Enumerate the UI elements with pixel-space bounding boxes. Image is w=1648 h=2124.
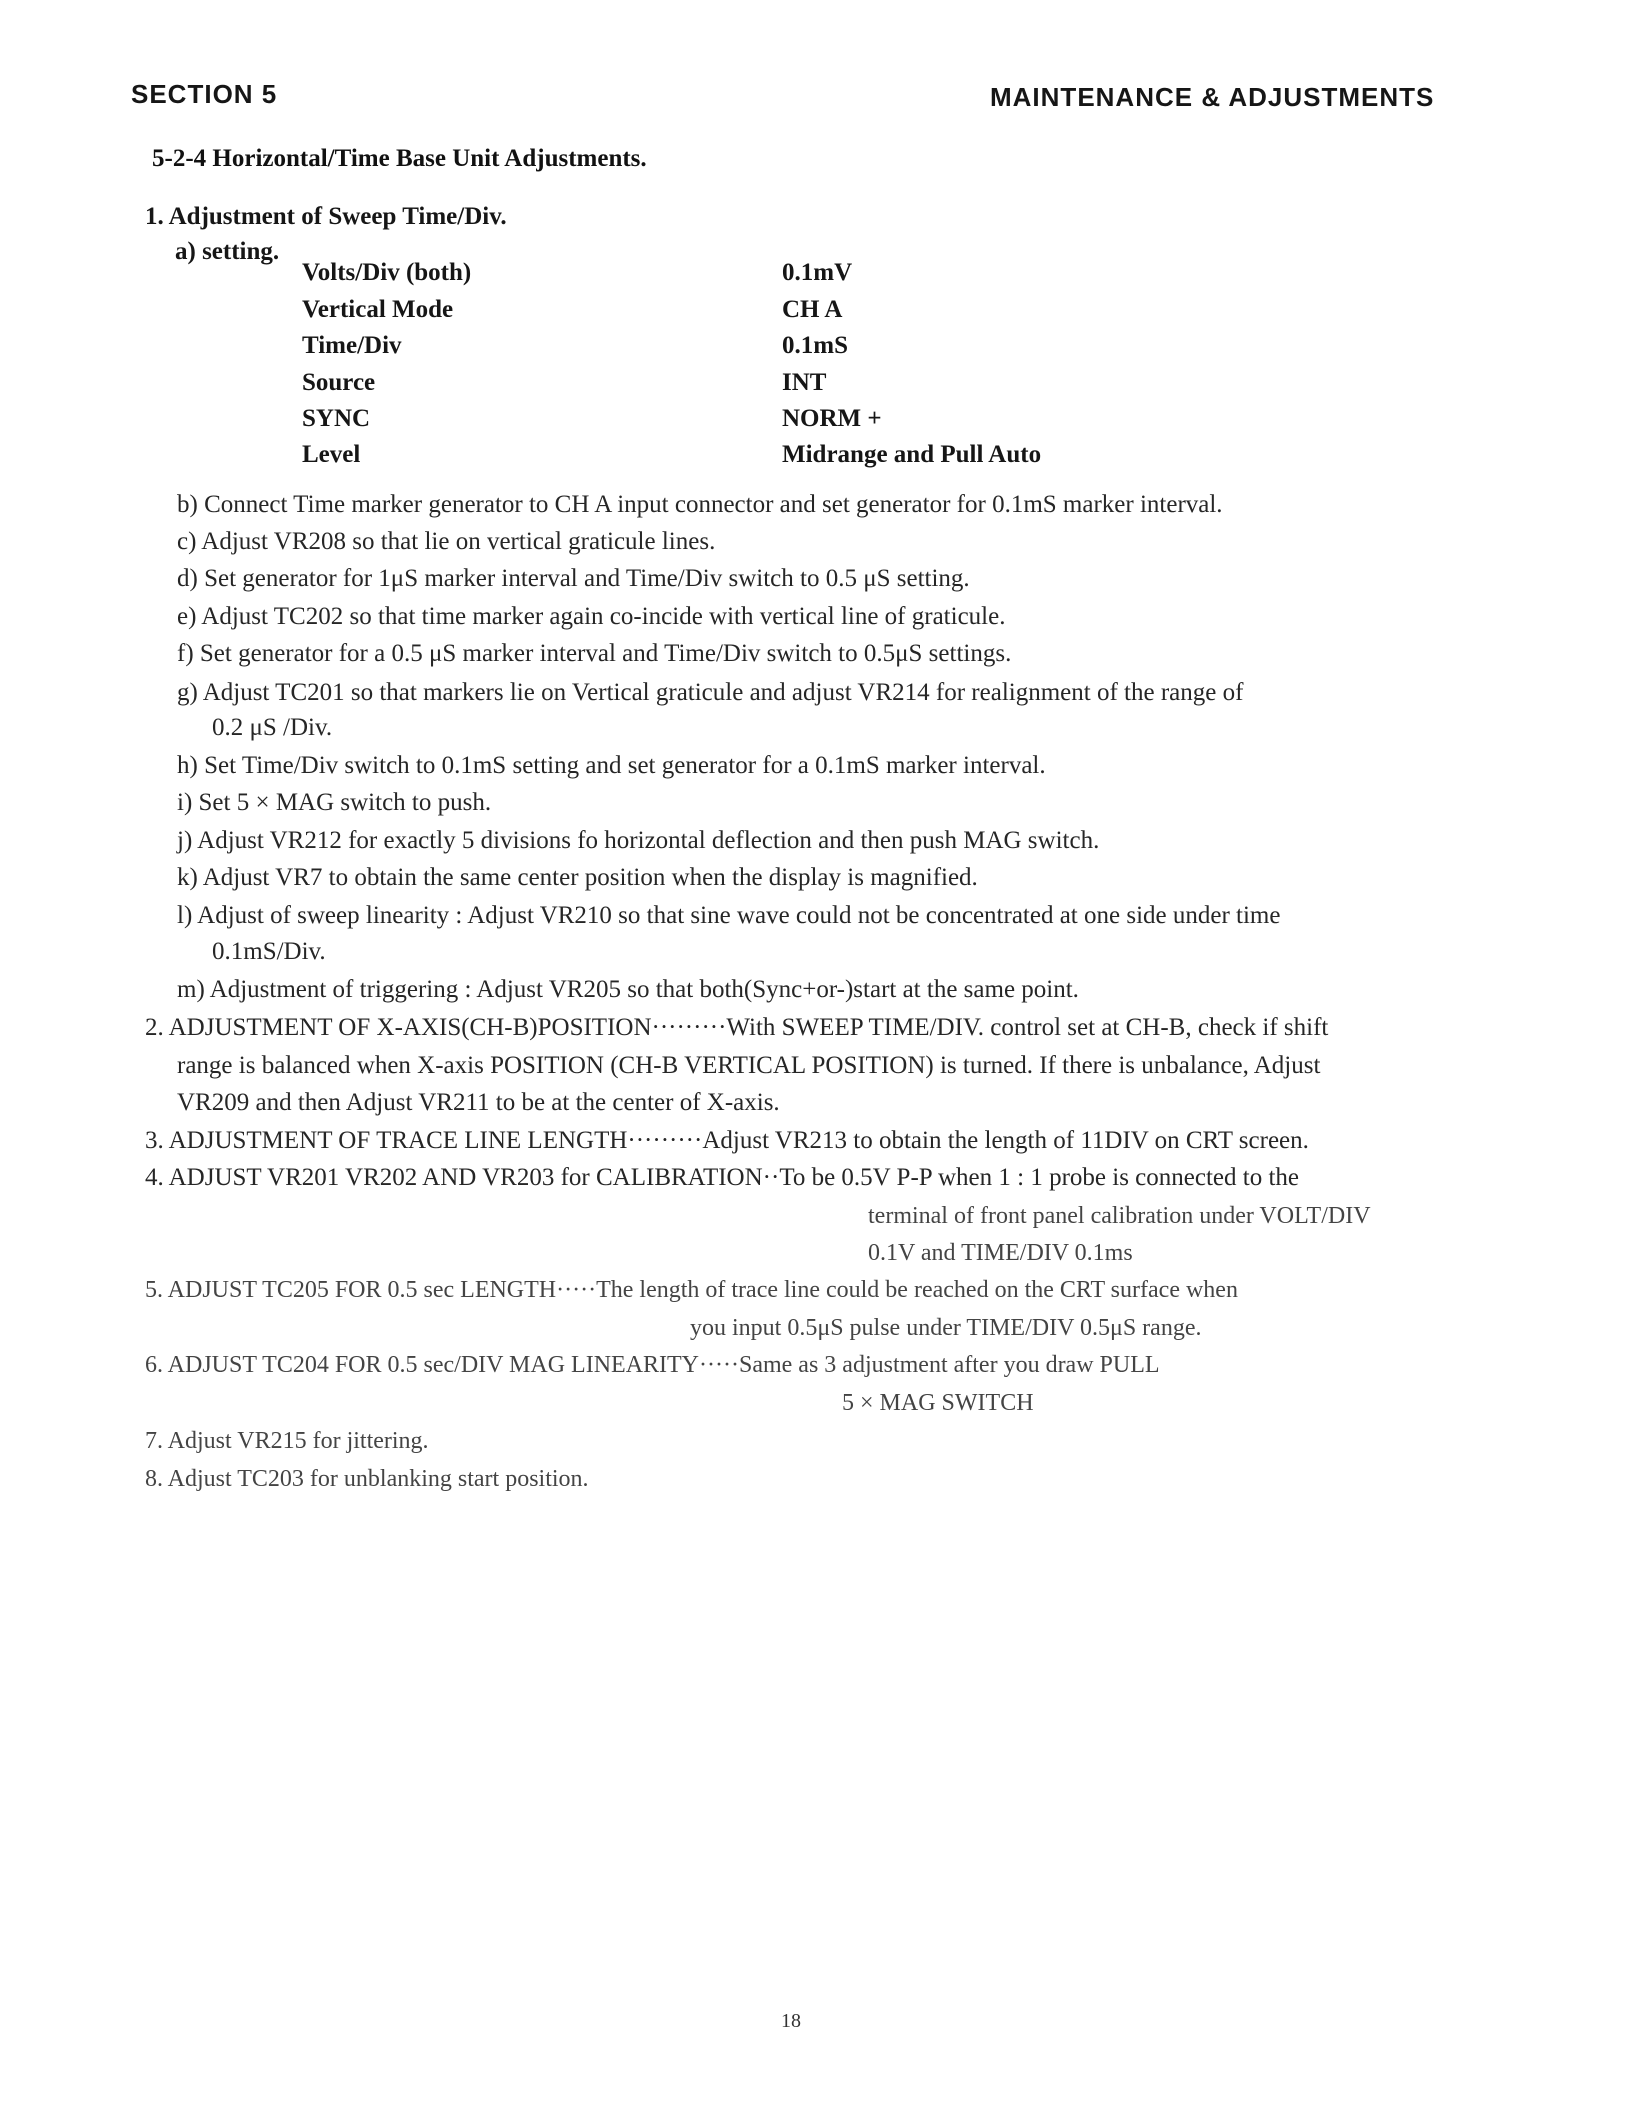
setting-value: 0.1mS <box>782 332 848 359</box>
item-2-line-2: range is balanced when X-axis POSITION (CH-B VERTICAL POSITION) is turned. If there is unbalance, Adjust <box>177 1052 1321 1079</box>
setting-name: Time/Div <box>302 332 402 359</box>
item-3: 3. ADJUSTMENT OF TRACE LINE LENGTH·········Adjust VR213 to obtain the length of 11DIV on CRT screen. <box>145 1127 1309 1154</box>
step-e: e) Adjust TC202 so that time marker again co-incide with vertical line of graticule. <box>177 603 1006 630</box>
item-2-line-3: VR209 and then Adjust VR211 to be at the center of X-axis. <box>177 1089 780 1116</box>
setting-value: 0.1mV <box>782 259 853 286</box>
item-5-line-1: 5. ADJUST TC205 FOR 0.5 sec LENGTH·····The length of trace line could be reached on the CRT surface when <box>145 1277 1238 1303</box>
step-j: j) Adjust VR212 for exactly 5 divisions fo horizontal deflection and then push MAG switch. <box>177 827 1100 854</box>
step-b: b) Connect Time marker generator to CH A input connector and set generator for 0.1mS marker interval. <box>177 491 1223 518</box>
item-1-title: 1. Adjustment of Sweep Time/Div. <box>145 203 507 230</box>
setting-label: a) setting. <box>175 238 280 265</box>
item-7: 7. Adjust VR215 for jittering. <box>145 1428 429 1454</box>
item-6-line-1: 6. ADJUST TC204 FOR 0.5 sec/DIV MAG LINEARITY·····Same as 3 adjustment after you draw PULL <box>145 1352 1160 1378</box>
setting-name: SYNC <box>302 405 371 432</box>
item-5-line-2: you input 0.5μS pulse under TIME/DIV 0.5μS range. <box>690 1315 1202 1341</box>
step-c: c) Adjust VR208 so that lie on vertical graticule lines. <box>177 528 716 555</box>
setting-name: Level <box>302 441 361 468</box>
item-4-line-2: terminal of front panel calibration under VOLT/DIV <box>868 1203 1371 1229</box>
setting-value: Midrange and Pull Auto <box>782 441 1042 468</box>
setting-name: Volts/Div (both) <box>302 259 472 286</box>
chapter-title: MAINTENANCE & ADJUSTMENTS <box>990 82 1435 112</box>
step-l-line-2: 0.1mS/Div. <box>212 938 326 965</box>
section-label: SECTION 5 <box>131 79 278 109</box>
setting-value: INT <box>782 369 827 396</box>
item-4-line-1: 4. ADJUST VR201 VR202 AND VR203 for CALIBRATION··To be 0.5V P-P when 1 : 1 probe is connected to the <box>145 1164 1300 1191</box>
item-8: 8. Adjust TC203 for unblanking start position. <box>145 1466 589 1492</box>
step-f: f) Set generator for a 0.5 μS marker interval and Time/Div switch to 0.5μS settings. <box>177 640 1012 667</box>
subsection-title: 5-2-4 Horizontal/Time Base Unit Adjustments. <box>152 145 647 172</box>
step-i: i) Set 5 × MAG switch to push. <box>177 789 492 816</box>
step-d: d) Set generator for 1μS marker interval and Time/Div switch to 0.5 μS setting. <box>177 565 970 592</box>
setting-name: Source <box>302 369 376 396</box>
setting-name: Vertical Mode <box>302 296 454 323</box>
step-l-line-1: l) Adjust of sweep linearity : Adjust VR210 so that sine wave could not be concentrated at one side under time <box>177 902 1281 929</box>
step-g-line-2: 0.2 μS /Div. <box>212 714 333 741</box>
item-4-line-3: 0.1V and TIME/DIV 0.1ms <box>868 1240 1133 1266</box>
page-number: 18 <box>781 2010 801 2032</box>
step-m: m) Adjustment of triggering : Adjust VR205 so that both(Sync+or-)start at the same point. <box>177 976 1079 1003</box>
item-6-line-2: 5 × MAG SWITCH <box>842 1390 1034 1416</box>
step-k: k) Adjust VR7 to obtain the same center position when the display is magnified. <box>177 864 978 891</box>
setting-value: NORM + <box>782 405 882 432</box>
item-2-line-1: 2. ADJUSTMENT OF X-AXIS(CH-B)POSITION·········With SWEEP TIME/DIV. control set at CH-B, check if shift <box>145 1014 1329 1041</box>
setting-value: CH A <box>782 296 843 323</box>
step-h: h) Set Time/Div switch to 0.1mS setting and set generator for a 0.1mS marker interval. <box>177 752 1046 779</box>
step-g-line-1: g) Adjust TC201 so that markers lie on Vertical graticule and adjust VR214 for realignment of the range of <box>177 679 1244 706</box>
